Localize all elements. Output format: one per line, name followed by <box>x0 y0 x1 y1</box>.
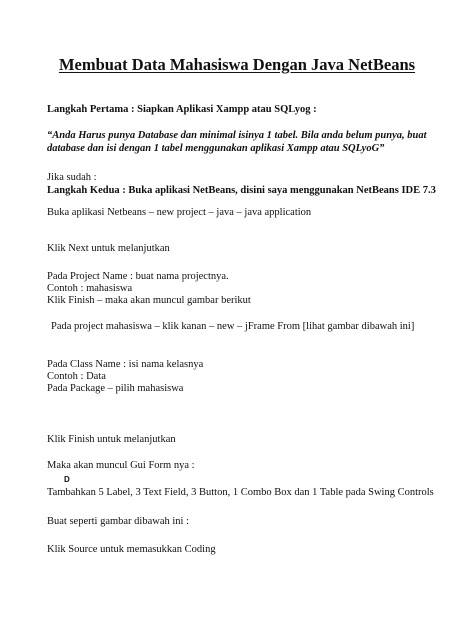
click-finish-text-1: Klik Finish – maka akan muncul gambar berikut <box>47 295 251 306</box>
gui-form-text: Maka akan muncul Gui Form nya : <box>47 460 195 471</box>
package-text: Pada Package – pilih mahasiswa <box>47 383 184 394</box>
example-data-text: Contoh : Data <box>47 371 106 382</box>
click-source-text: Klik Source untuk memasukkan Coding <box>47 544 216 555</box>
note-line-2: database dan isi dengan 1 tabel menggunakan aplikasi Xampp atau SQLyoG” <box>47 143 385 154</box>
step2-heading: Langkah Kedua : Buka aplikasi NetBeans, disini saya menggunakan NetBeans IDE 7.3 <box>47 185 436 196</box>
open-netbeans-text: Buka aplikasi Netbeans – new project – java – java application <box>47 207 312 218</box>
project-name-text: Pada Project Name : buat nama projectnya. <box>47 271 229 282</box>
jika-sudah-text: Jika sudah : <box>47 172 97 183</box>
page-title: Membuat Data Mahasiswa Dengan Java NetBeans <box>58 55 416 74</box>
step1-heading: Langkah Pertama : Siapkan Aplikasi Xampp atau SQLyog : <box>47 104 317 115</box>
class-name-text: Pada Class Name : isi nama kelasnya <box>47 359 204 370</box>
small-d-label: D <box>64 475 70 484</box>
note-line-1: “Anda Harus punya Database dan minimal isinya 1 tabel. Bila anda belum punya, buat <box>47 130 427 141</box>
project-jframe-text: Pada project mahasiswa – klik kanan – new – jFrame From [lihat gambar dibawah ini] <box>51 321 415 332</box>
click-next-text: Klik Next untuk melanjutkan <box>47 243 170 254</box>
add-controls-text: Tambahkan 5 Label, 3 Text Field, 3 Button, 1 Combo Box dan 1 Table pada Swing Controls <box>47 487 434 498</box>
click-finish-text-2: Klik Finish untuk melanjutkan <box>47 434 176 445</box>
example-mahasiswa-text: Contoh : mahasiswa <box>47 283 133 294</box>
make-like-text: Buat seperti gambar dibawah ini : <box>47 516 190 527</box>
